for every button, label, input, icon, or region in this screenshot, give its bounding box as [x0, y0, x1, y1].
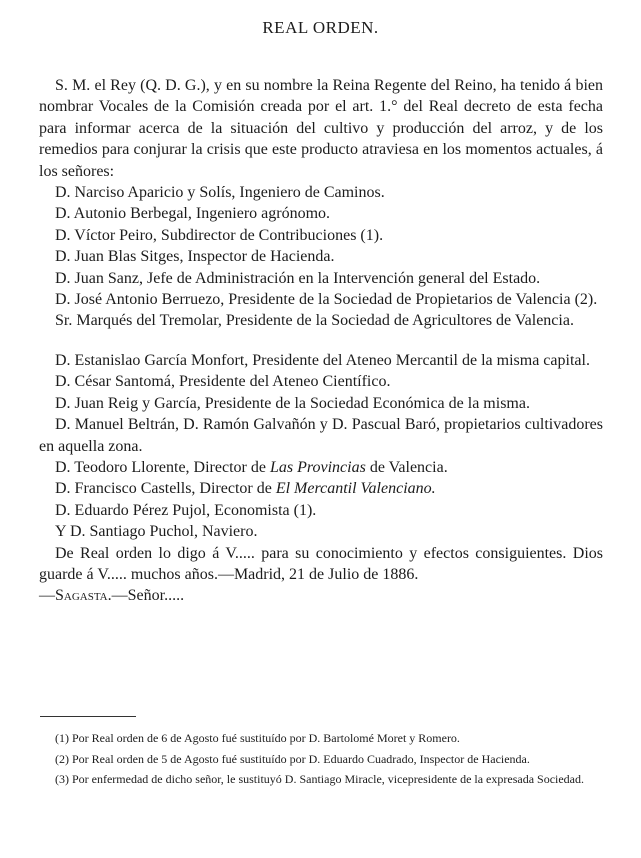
intro-paragraph: S. M. el Rey (Q. D. G.), y en su nombre la Reina Regente del Reino, ha tenido á bien nombrar Vocales de la Comisión creada por el art. 1.° del Real decreto de esta fecha para informar acerca de la situación del cultivo y producción del arroz, y de los remedios para conjurar la crisis que este producto atraviesa en los momentos actuales, á los señores: — [39, 77, 603, 180]
footnotes — [39, 731, 603, 793]
member-line: D. César Santomá, Presidente del Ateneo Científico. — [55, 373, 391, 391]
member-text: D. Teodoro Llorente, Director de — [55, 458, 270, 476]
member-text: D. Francisco Castells, Director de — [55, 480, 276, 498]
member-line: D. Autonio Berbegal, Ingeniero agrónomo. — [55, 205, 331, 223]
document-title: REAL ORDEN. — [262, 18, 379, 37]
section-gap — [39, 332, 603, 350]
signature-salutation: .—Señor..... — [107, 587, 185, 605]
member-line: D. José Antonio Berruezo, Presidente de la Sociedad de Propietarios de Valencia (2). — [55, 291, 598, 309]
member-line: D. Juan Blas Sitges, Inspector de Hacienda. — [55, 248, 335, 266]
member-line: D. Juan Sanz, Jefe de Administración en la Intervención general del Estado. — [55, 269, 541, 287]
member-line: Sr. Marqués del Tremolar, Presidente de la Sociedad de Agricultores de Valencia. — [55, 312, 574, 330]
member-line: D. Estanislao García Monfort, Presidente del Ateneo Mercantil de la misma capital. — [55, 351, 590, 369]
footnote-rule — [40, 716, 136, 717]
footnote: (1) Por Real orden de 6 de Agosto fué sustituído por D. Bartolomé Moret y Romero. — [55, 731, 460, 745]
newspaper-title: El Mercantil Valenciano. — [275, 480, 436, 498]
member-line: D. Eduardo Pérez Pujol, Economista (1). — [55, 501, 317, 519]
member-text: de Valencia. — [365, 458, 448, 476]
signature-name: Sagasta — [55, 587, 108, 605]
closing-paragraph: De Real orden lo digo á V..... para su conocimiento y efectos consiguientes. Dios guarde á V..... muchos años.—Madrid, 21 de Julio de 1886. — [39, 544, 603, 583]
footnote: (3) Por enfermedad de dicho señor, le sustituyó D. Santiago Miracle, vicepresidente de la expresada Sociedad. — [55, 772, 585, 786]
signature-line — [39, 585, 603, 606]
member-line: D. Víctor Peiro, Subdirector de Contribuciones (1). — [55, 226, 384, 244]
newspaper-title: Las Provincias — [269, 458, 366, 476]
footnote: (2) Por Real orden de 5 de Agosto fué sustituído por D. Eduardo Cuadrado, Inspector de Hacienda. — [55, 751, 530, 766]
document-body — [39, 75, 603, 607]
member-line: Y D. Santiago Puchol, Naviero. — [55, 523, 258, 541]
signature-dash: — — [39, 587, 55, 605]
member-line — [39, 457, 603, 478]
member-line: D. Juan Reig y García, Presidente de la Sociedad Económica de la misma. — [55, 394, 530, 412]
member-line: D. Manuel Beltrán, D. Ramón Galvañón y D. Pascual Baró, propietarios cultivadores en aquella zona. — [39, 416, 603, 455]
member-line: D. Narciso Aparicio y Solís, Ingeniero de Caminos. — [55, 184, 385, 202]
member-line — [39, 478, 603, 499]
